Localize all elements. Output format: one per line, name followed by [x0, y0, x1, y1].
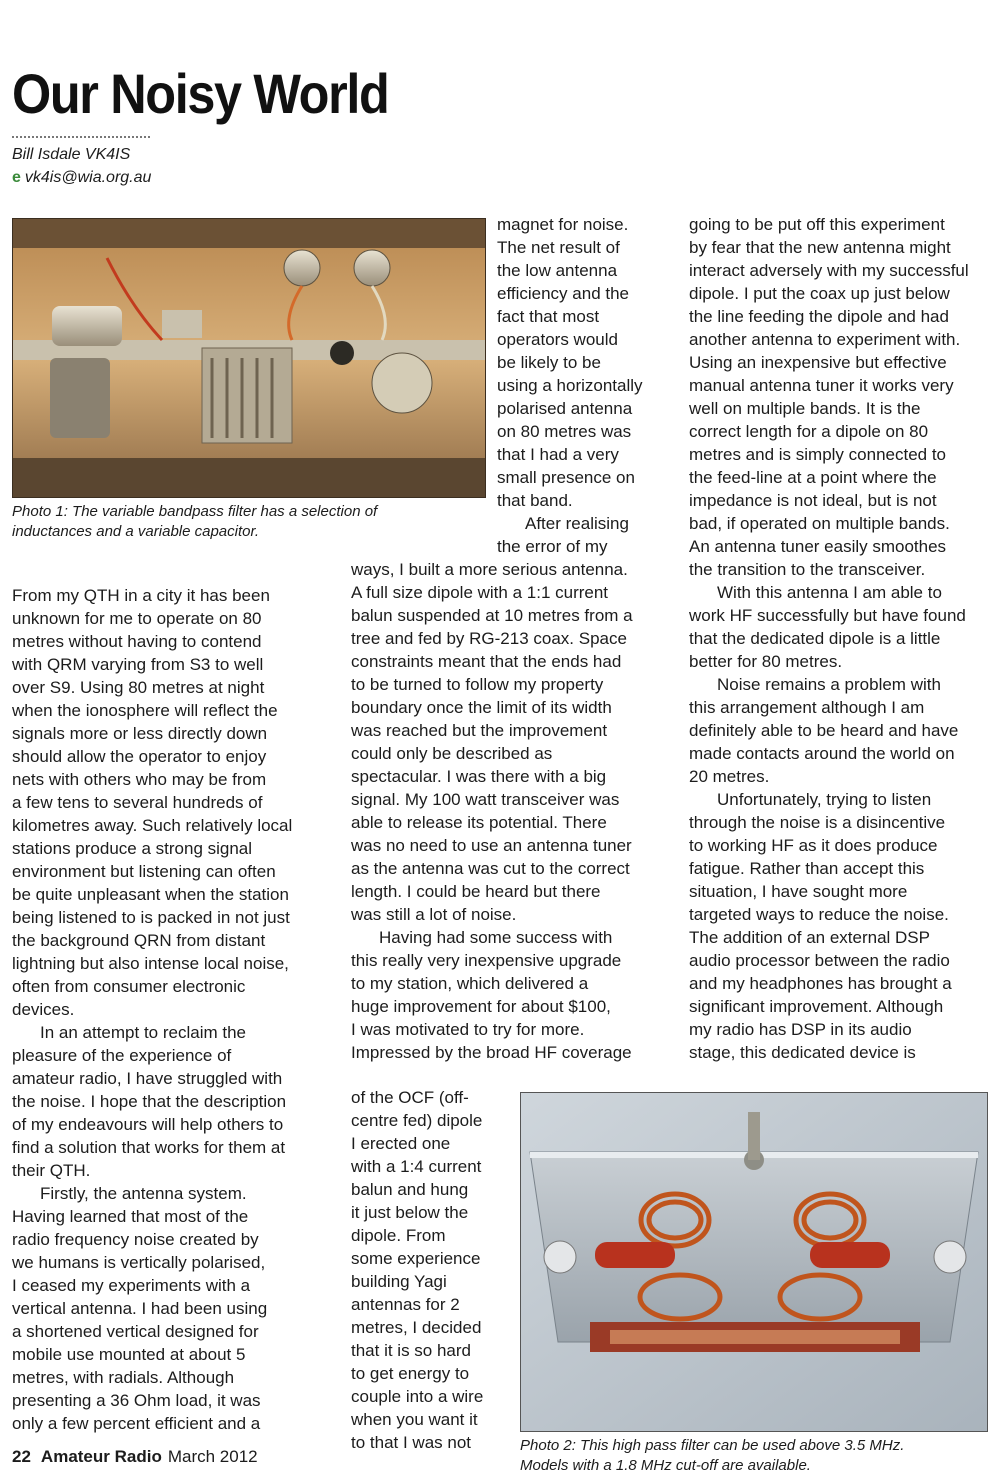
text-line: huge improvement for about $100,: [351, 997, 611, 1016]
text-line: the line feeding the dipole and had: [689, 307, 949, 326]
text-line: by fear that the new antenna might: [689, 238, 951, 257]
text-line: fatigue. Rather than accept this: [689, 859, 925, 878]
text-line: be likely to be: [497, 353, 601, 372]
text-line: metres, with radials. Although: [12, 1368, 235, 1387]
text-line: radio frequency noise created by: [12, 1230, 259, 1249]
text-line: balun suspended at 10 metres from a: [351, 606, 633, 625]
paragraph: [12, 1021, 322, 1182]
text-line: mobile use mounted at about 5: [12, 1345, 246, 1364]
text-line: Having had some success with: [379, 928, 613, 947]
text-line: ways, I built a more serious antenna.: [351, 560, 628, 579]
text-line: An antenna tuner easily smoothes: [689, 537, 947, 556]
text-line: length. I could be heard but there: [351, 882, 601, 901]
text-line: significant improvement. Although: [689, 997, 944, 1016]
text-line: targeted ways to reduce the noise.: [689, 905, 949, 924]
paragraph: [351, 558, 663, 926]
text-line: antennas for 2: [351, 1295, 460, 1314]
text-line: the noise. I hope that the description: [12, 1092, 287, 1111]
text-line: The addition of an external DSP: [689, 928, 930, 947]
text-line: magnet for noise.: [497, 215, 629, 234]
text-line: boundary once the limit of its width: [351, 698, 612, 717]
text-line: find a solution that works for them at: [12, 1138, 286, 1157]
text-line: when you want it: [351, 1410, 478, 1429]
text-line: should allow the operator to enjoy: [12, 747, 267, 766]
paragraph: [689, 673, 994, 788]
text-line: lightning but also intense local noise,: [12, 954, 289, 973]
text-line: able to release its potential. There: [351, 813, 607, 832]
text-line: and my headphones has brought a: [689, 974, 952, 993]
paragraph: [351, 1086, 511, 1454]
text-line: fact that most: [497, 307, 600, 326]
text-line: Having learned that most of the: [12, 1207, 249, 1226]
text-line: over S9. Using 80 metres at night: [12, 678, 265, 697]
text-line: Noise remains a problem with: [717, 675, 941, 694]
text-line: that band.: [497, 491, 573, 510]
text-line: efficiency and the: [497, 284, 629, 303]
text-line: With this antenna I am able to: [717, 583, 942, 602]
text-line: stations produce a strong signal: [12, 839, 253, 858]
text-line: stage, this dedicated device is: [689, 1043, 916, 1062]
text-line: using a horizontally: [497, 376, 643, 395]
text-line: situation, I have sought more: [689, 882, 908, 901]
text-line: I was motivated to try for more.: [351, 1020, 585, 1039]
text-line: dipole. I put the coax up just below: [689, 284, 950, 303]
text-line: well on multiple bands. It is the: [689, 399, 921, 418]
text-line: being listened to is packed in not just: [12, 908, 290, 927]
photo-2-high-pass-filter: [520, 1092, 988, 1432]
text-line: Firstly, the antenna system.: [40, 1184, 247, 1203]
text-line: could only be described as: [351, 744, 553, 763]
email-marker-icon: e: [12, 169, 21, 186]
text-line: some experience: [351, 1249, 481, 1268]
text-line: a shortened vertical designed for: [12, 1322, 259, 1341]
text-line: their QTH.: [12, 1161, 91, 1180]
text-line: building Yagi: [351, 1272, 447, 1291]
text-line: metres and is simply connected to: [689, 445, 947, 464]
text-line: to get energy to: [351, 1364, 470, 1383]
text-line: impedance is not ideal, but is not: [689, 491, 937, 510]
column-2-top: [497, 213, 677, 558]
text-line: In an attempt to reclaim the: [40, 1023, 246, 1042]
text-line: was reached but the improvement: [351, 721, 608, 740]
photo-1-caption: [12, 502, 482, 541]
text-line: to my station, which delivered a: [351, 974, 589, 993]
text-line: A full size dipole with a 1:1 current: [351, 583, 609, 602]
text-line: couple into a wire: [351, 1387, 484, 1406]
text-line: with a 1:4 current: [351, 1157, 482, 1176]
text-line: through the noise is a disincentive: [689, 813, 946, 832]
text-line: unknown for me to operate on 80: [12, 609, 262, 628]
paragraph: [497, 512, 677, 558]
text-line: was no need to use an antenna tuner: [351, 836, 632, 855]
text-line: audio processor between the radio: [689, 951, 950, 970]
text-line: made contacts around the world on: [689, 744, 955, 763]
text-line: metres without having to contend: [12, 632, 262, 651]
publication-name: Amateur Radio: [40, 1447, 162, 1466]
text-line: the error of my: [497, 537, 608, 556]
text-line: work HF successfully but have found: [689, 606, 966, 625]
photo-2-caption: [520, 1436, 990, 1475]
text-line: spectacular. I was there with a big: [351, 767, 607, 786]
caption-line: Models with a 1.8 MHz cut-off are available.: [520, 1456, 811, 1474]
caption-line: Photo 2: This high pass filter can be used above 3.5 MHz.: [520, 1437, 905, 1454]
text-line: better for 80 metres.: [689, 652, 843, 671]
text-line: this really very inexpensive upgrade: [351, 951, 622, 970]
text-line: going to be put off this experiment: [689, 215, 945, 234]
text-line: my radio has DSP in its audio: [689, 1020, 912, 1039]
paragraph: [351, 926, 663, 1064]
text-line: was still a lot of noise.: [351, 905, 517, 924]
text-line: another antenna to experiment with.: [689, 330, 961, 349]
text-line: The net result of: [497, 238, 620, 257]
text-line: Unfortunately, trying to listen: [717, 790, 932, 809]
author-email: vk4is@wia.org.au: [24, 169, 152, 186]
text-line: manual antenna tuner it works very: [689, 376, 954, 395]
text-line: pleasure of the experience of: [12, 1046, 232, 1065]
column-1: [12, 584, 322, 1435]
paragraph: [12, 1182, 322, 1435]
text-line: dipole. From: [351, 1226, 446, 1245]
text-line: interact adversely with my successful: [689, 261, 969, 280]
paragraph: [689, 788, 994, 1064]
text-line: Impressed by the broad HF coverage: [351, 1043, 632, 1062]
text-line: correct length for a dipole on 80: [689, 422, 929, 441]
paragraph: [689, 581, 994, 673]
paragraph: [497, 213, 677, 512]
text-line: balun and hung: [351, 1180, 469, 1199]
caption-line: inductances and a variable capacitor.: [12, 522, 260, 540]
text-line: amateur radio, I have struggled with: [12, 1069, 283, 1088]
text-line: this arrangement although I am: [689, 698, 925, 717]
page-footer: [12, 1447, 258, 1467]
column-3: [689, 213, 994, 1064]
text-line: be quite unpleasant when the station: [12, 885, 289, 904]
text-line: when the ionosphere will reflect the: [12, 701, 278, 720]
text-line: the low antenna: [497, 261, 618, 280]
title-divider: [12, 136, 150, 138]
text-line: I erected one: [351, 1134, 451, 1153]
text-line: vertical antenna. I had been using: [12, 1299, 268, 1318]
text-line: that it is so hard: [351, 1341, 472, 1360]
text-line: signal. My 100 watt transceiver was: [351, 790, 620, 809]
text-line: a few tens to several hundreds of: [12, 793, 263, 812]
text-line: with QRM varying from S3 to well: [12, 655, 264, 674]
photo-1-bandpass-filter: [12, 218, 486, 498]
paragraph: [12, 584, 322, 1021]
article-title: Our Noisy World: [12, 62, 389, 125]
text-line: From my QTH in a city it has been: [12, 586, 270, 605]
paragraph: [689, 213, 994, 581]
text-line: environment but listening can often: [12, 862, 276, 881]
text-line: as the antenna was cut to the correct: [351, 859, 630, 878]
page-number: 22: [12, 1447, 31, 1466]
text-line: definitely able to be heard and have: [689, 721, 959, 740]
text-line: only a few percent efficient and a: [12, 1414, 261, 1433]
text-line: on 80 metres was: [497, 422, 632, 441]
text-line: that I had a very: [497, 445, 619, 464]
text-line: nets with others who may be from: [12, 770, 267, 789]
issue-date: March 2012: [167, 1447, 258, 1466]
text-line: bad, if operated on multiple bands.: [689, 514, 950, 533]
text-line: tree and fed by RG-213 coax. Space: [351, 629, 627, 648]
text-line: the feed-line at a point where the: [689, 468, 937, 487]
text-line: the background QRN from distant: [12, 931, 266, 950]
text-line: metres, I decided: [351, 1318, 482, 1337]
text-line: of the OCF (off-: [351, 1088, 469, 1107]
text-line: to be turned to follow my property: [351, 675, 604, 694]
column-2-bottom: [351, 1086, 511, 1454]
text-line: we humans is vertically polarised,: [12, 1253, 266, 1272]
text-line: centre fed) dipole: [351, 1111, 483, 1130]
author-email-line: [12, 169, 151, 187]
column-2-middle: [351, 558, 663, 1064]
text-line: polarised antenna: [497, 399, 633, 418]
text-line: operators would: [497, 330, 618, 349]
text-line: After realising: [525, 514, 629, 533]
text-line: it just below the: [351, 1203, 469, 1222]
text-line: of my endeavours will help others to: [12, 1115, 284, 1134]
text-line: that the dedicated dipole is a little: [689, 629, 941, 648]
text-line: to working HF as it does produce: [689, 836, 938, 855]
text-line: I ceased my experiments with a: [12, 1276, 251, 1295]
text-line: 20 metres.: [689, 767, 770, 786]
text-line: devices.: [12, 1000, 75, 1019]
article-author: Bill Isdale VK4IS: [12, 146, 131, 163]
text-line: often from consumer electronic: [12, 977, 246, 996]
caption-line: Photo 1: The variable bandpass filter has a selection of: [12, 503, 378, 520]
text-line: presenting a 36 Ohm load, it was: [12, 1391, 261, 1410]
text-line: small presence on: [497, 468, 635, 487]
text-line: signals more or less directly down: [12, 724, 268, 743]
text-line: constraints meant that the ends had: [351, 652, 622, 671]
text-line: the transition to the transceiver.: [689, 560, 926, 579]
text-line: to that I was not: [351, 1433, 472, 1452]
text-line: kilometres away. Such relatively local: [12, 816, 293, 835]
text-line: Using an inexpensive but effective: [689, 353, 947, 372]
